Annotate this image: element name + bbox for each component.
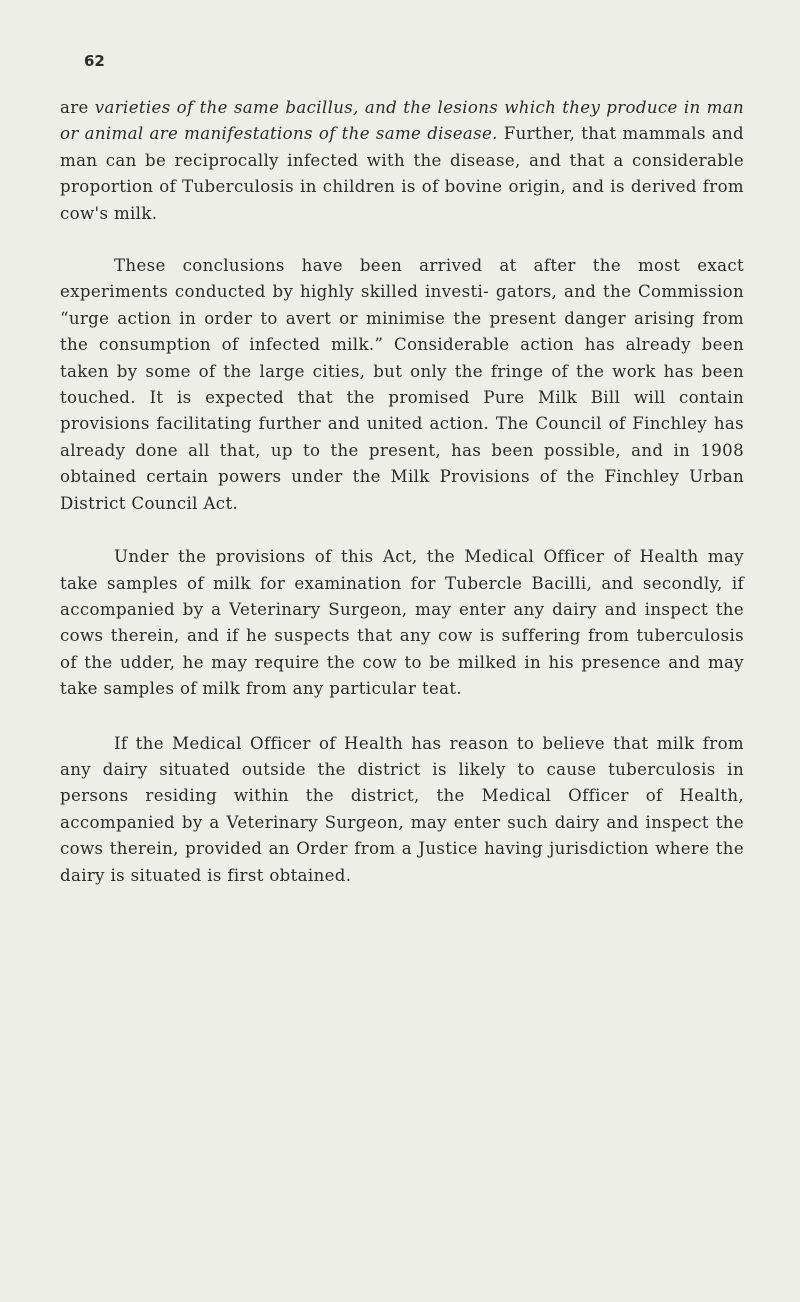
paragraph-1-rest: Further, that mammals and man can be reciprocally infected with the disease, and that a considerable proportion of Tuberculosis in children is of bovine origin, and is derived from cow's milk.	[60, 124, 744, 223]
paragraph-2-text: These conclusions have been arrived at after the most exact experiments conducted by highly skilled investi- gators, and the Commission “urge action in order to avert or minimise the present danger arising from the consumption of infected milk.” Considerable action has already been taken by some of the large cities, but only the fringe of the work has been touched. It is expected that the promised Pure Milk Bill will contain provisions facilitating further and united action. The Council of Finchley has already done all that, up to the present, has been possible, and in 1908 obtained certain powers under the Milk Provisions of the Finchley Urban District Council Act.	[60, 256, 744, 513]
paragraph-4-text: If the Medical Officer of Health has reason to believe that milk from any dairy situated outside the district is likely to cause tuberculosis in persons residing within the district, the Medical Officer of Health, accompanied by a Veterinary Surgeon, may enter such dairy and inspect the cows therein, provided an Order from a Justice having jurisdiction where the dairy is situated is first obtained.	[60, 733, 744, 885]
paragraph-3	[60, 544, 744, 702]
page-number: 62	[84, 52, 105, 70]
body-text	[60, 95, 744, 889]
paragraph-3-text: Under the provisions of this Act, the Medical Officer of Health may take samples of milk for examination for Tubercle Bacilli, and secondly, if accompanied by a Veterinary Surgeon, may enter any dairy and inspect the cows therein, and if he suspects that any cow is suffering from tuberculosis of the udder, he may require the cow to be milked in his presence and may take samples of milk from any particular teat.	[60, 547, 744, 699]
paragraph-1	[60, 95, 744, 227]
paragraph-1-lead: are	[60, 98, 95, 117]
paragraph-4	[60, 731, 744, 889]
paragraph-1-italic: varieties of the same bacillus, and the lesions which they produce in man or animal are manifestations of the same disease.	[60, 98, 744, 144]
paragraph-2	[60, 253, 744, 517]
